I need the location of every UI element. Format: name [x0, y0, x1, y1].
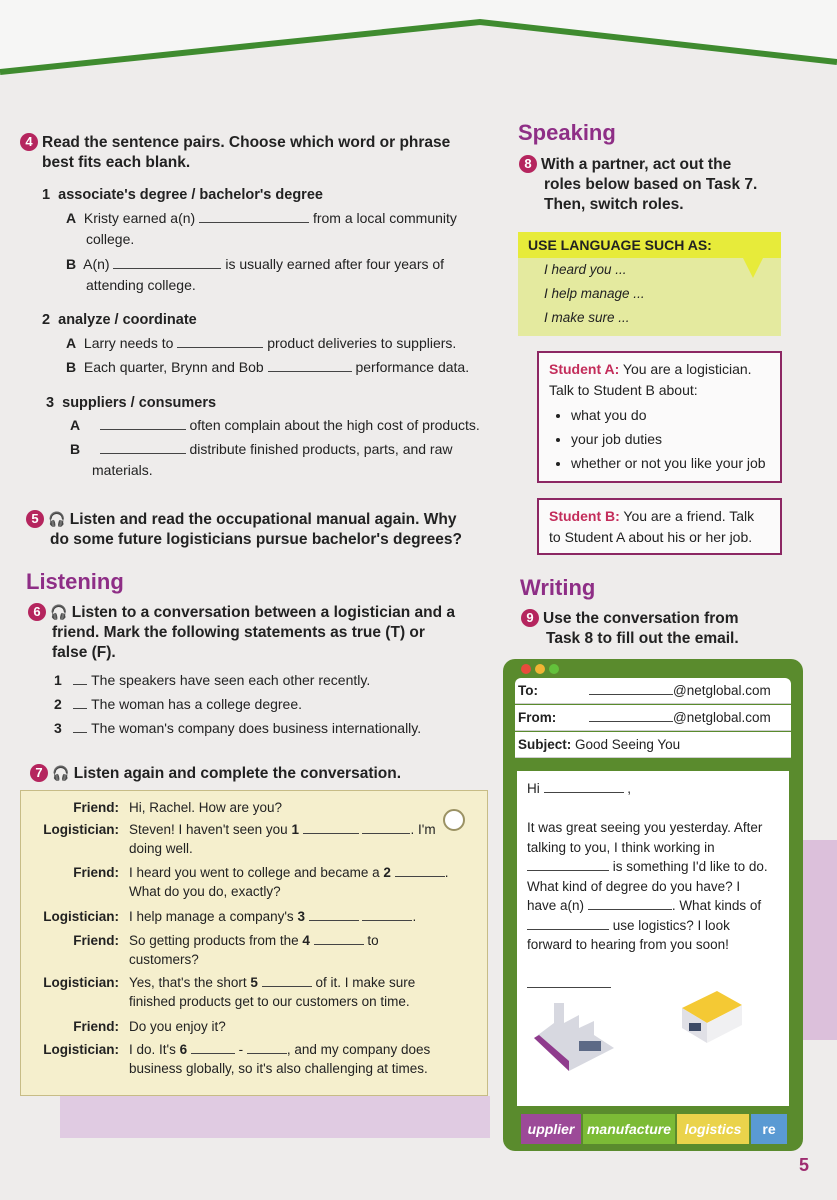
close-dot-icon [521, 664, 531, 674]
factory-icon [529, 993, 619, 1073]
page-number: 5 [798, 1155, 809, 1175]
chain-step-supplier: upplier [521, 1114, 581, 1144]
tf-item-1: 1 The speakers have seen each other recently. [54, 672, 371, 688]
warehouse-icon [677, 983, 747, 1053]
task-4-title: 4 Read the sentence pairs. Choose which word or phrase best fits each blank. [20, 133, 490, 173]
task-9-title: 9 Use the conversation from Task 8 to fill out the email. [521, 609, 821, 649]
tf-item-2: 2 The woman has a college degree. [54, 696, 303, 712]
blank-2b[interactable] [268, 358, 352, 372]
minimize-dot-icon [535, 664, 545, 674]
chain-step-logistics: logistics [677, 1114, 749, 1144]
item-2-head: 2 analyze / coordinate [42, 312, 197, 328]
conversation-card: Friend: Hi, Rachel. How are you? Logistician: Steven! I haven't seen you 1 . I'm doing well. Friend: I heard you went to college and became a 2 . What do you do, exactly? Logistician: I help manage a company's 3 . Friend: So getting products from the 4 to customers? Logistician: Yes, that's the short 5 of it. I make sure finished products get to our customers on time. Friend: Do you enjoy it? Logistician: I do. It's 6 - , and my company does business globally, so it's also challenging at times. [20, 790, 488, 1096]
chain-step-retail: re [751, 1114, 787, 1144]
item-3-head: 3 suppliers / consumers [46, 395, 217, 411]
writing-heading: Writing [520, 575, 596, 600]
email-window [503, 659, 803, 1151]
top-banner [0, 0, 837, 80]
task-6-title: 6 🎧 Listen to a conversation between a logistician and a friend. Mark the following statements as true (T) or false (F). [28, 602, 498, 663]
subject-field[interactable]: Subject: Good Seeing You [515, 732, 791, 758]
item-1b: B A(n) is usually earned after four years of attending college. [66, 256, 445, 293]
chain-step-manufacture: manufacture [583, 1114, 675, 1144]
item-1-head: 1 associate's degree / bachelor's degree [42, 187, 323, 203]
task-7-title: 7 🎧 Listen again and complete the conversation. [30, 763, 500, 784]
item-3a: A often complain about the high cost of products. [70, 417, 480, 433]
task-8-title: 8 With a partner, act out the roles below based on Task 7. Then, switch roles. [519, 155, 819, 215]
item-1a: A Kristy earned a(n) from a local community college. [66, 210, 457, 247]
headphones-icon: 🎧 [48, 511, 66, 527]
tf-item-3: 3 The woman's company does business internationally. [54, 720, 422, 736]
language-box: USE LANGUAGE SUCH AS: I heard you ... I help manage ... I make sure ... [518, 232, 781, 336]
task-number: 4 [20, 133, 38, 151]
to-field[interactable]: To: @netglobal.com [515, 678, 791, 704]
student-a-card: Student A: You are a logistician. Talk to Student B about: • what you do • your job duties • whether or not you like your job [537, 351, 782, 483]
blank-1b[interactable] [113, 255, 221, 269]
headphones-icon: 🎧 [50, 604, 68, 620]
decorative-strip [60, 1096, 490, 1138]
item-2a: A Larry needs to product deliveries to suppliers. [66, 335, 457, 351]
item-3b: B distribute finished products, parts, and raw materials. [70, 441, 453, 478]
blank-2a[interactable] [177, 334, 263, 348]
maximize-dot-icon [549, 664, 559, 674]
student-b-card: Student B: You are a friend. Talk to Student A about his or her job. [537, 498, 782, 555]
listening-heading: Listening [26, 569, 124, 594]
blank-3b[interactable] [100, 440, 186, 454]
blank-1a[interactable] [199, 209, 309, 223]
from-field[interactable]: From: @netglobal.com [515, 705, 791, 731]
decorative-strip-right [800, 840, 837, 1040]
speech-tail-icon [740, 252, 766, 278]
speaking-heading: Speaking [518, 120, 616, 145]
item-2b: B Each quarter, Brynn and Bob performance data. [66, 359, 470, 375]
blank-3a[interactable] [100, 416, 186, 430]
task-5-title: 5 🎧 Listen and read the occupational manual again. Why do some future logisticians pursue bachelor's degrees? [26, 509, 496, 550]
headphones-icon: 🎧 [52, 765, 70, 781]
email-body[interactable]: Hi , It was great seeing you yesterday. After talking to you, I think working in is something I'd like to do. What kind of degree do you have? I have a(n) . What kinds of use logistics? I look forward to hearing from you soon! [517, 771, 789, 1106]
